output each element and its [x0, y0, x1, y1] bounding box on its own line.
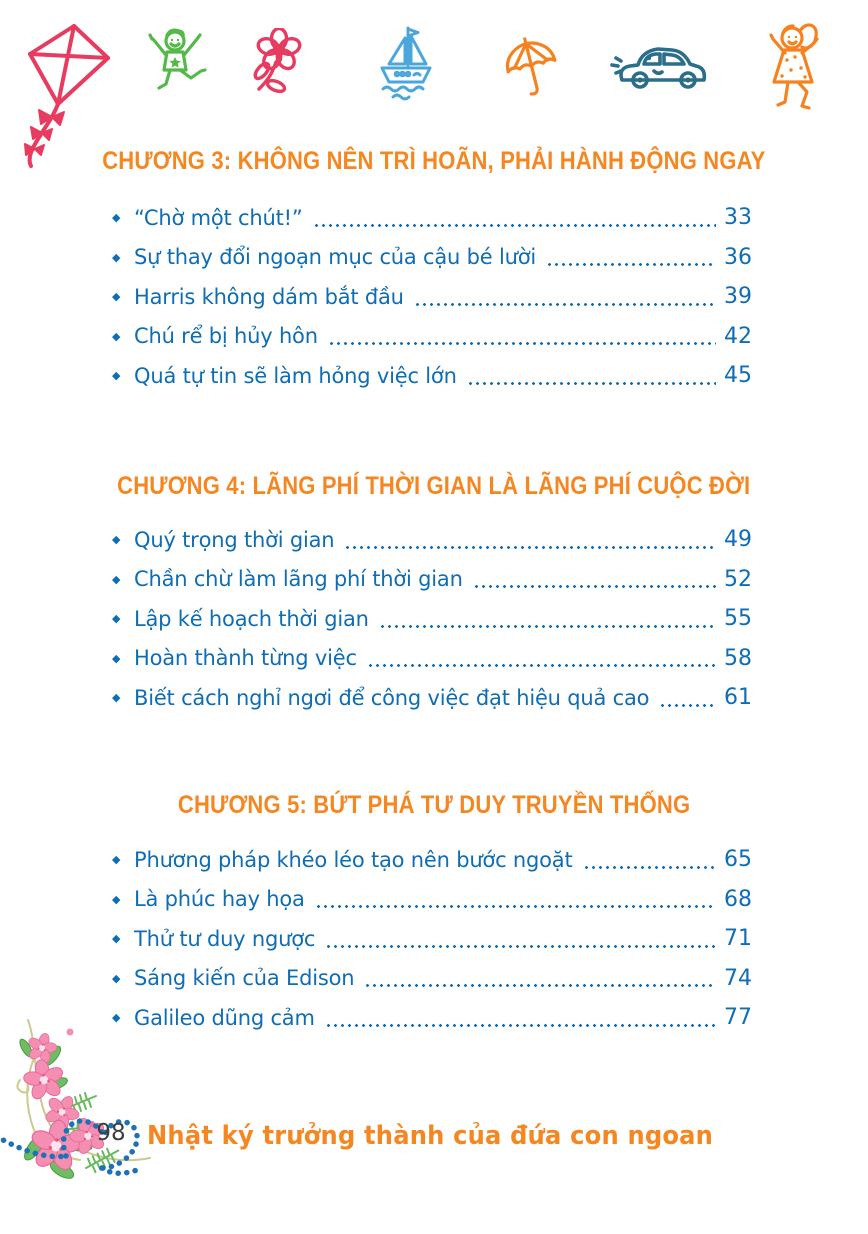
- toc-entry[interactable]: [112, 599, 752, 639]
- diamond-bullet-icon: ◆: [112, 971, 121, 985]
- chapter-4-heading: CHƯƠNG 4: LÃNG PHÍ THỜI GIAN LÀ LÃNG PHÍ CUỘC ĐỜI: [117, 472, 751, 500]
- diamond-bullet-icon: ◆: [112, 290, 121, 304]
- toc-entry-page: 45: [724, 363, 752, 389]
- diamond-bullet-icon: ◆: [112, 853, 121, 867]
- diamond-bullet-icon: ◆: [112, 1011, 121, 1025]
- diamond-bullet-icon: ◆: [112, 691, 121, 705]
- umbrella-icon: [500, 36, 564, 100]
- toc-entry-title: Thử tư duy ngược: [134, 926, 316, 951]
- dotted-leader: [467, 382, 716, 385]
- dotted-leader: [313, 224, 716, 227]
- jumping-child-icon: [143, 26, 207, 106]
- toc-entry[interactable]: [112, 560, 752, 600]
- toc-entry-page: 55: [724, 606, 752, 632]
- toc-entry[interactable]: [112, 198, 752, 238]
- diamond-bullet-icon: ◆: [112, 329, 121, 343]
- toc-entry[interactable]: [112, 277, 752, 317]
- toc-entry-title: Quý trọng thời gian: [134, 527, 335, 552]
- diamond-bullet-icon: ◆: [112, 211, 121, 225]
- toc-entry[interactable]: [112, 678, 752, 718]
- toc-entry-page: 71: [724, 926, 752, 952]
- toc-entry[interactable]: [112, 520, 752, 560]
- toc-entry-title: Quá tự tin sẽ làm hỏng việc lớn: [134, 363, 457, 388]
- dotted-leader: [414, 303, 716, 306]
- dotted-leader: [367, 664, 716, 667]
- chapter-3-heading: CHƯƠNG 3: KHÔNG NÊN TRÌ HOÃN, PHẢI HÀNH ĐỘNG NGAY: [102, 147, 766, 175]
- toc-entry[interactable]: [112, 840, 752, 880]
- toc-entry-title: Harris không dám bắt đầu: [134, 284, 404, 309]
- dotted-leader: [364, 984, 716, 987]
- diamond-bullet-icon: ◆: [112, 651, 121, 665]
- toc-entry-title: Là phúc hay họa: [134, 887, 305, 912]
- dotted-leader: [473, 585, 716, 588]
- page-number: 98: [96, 1120, 126, 1146]
- chapter-5-heading: CHƯƠNG 5: BỨT PHÁ TƯ DUY TRUYỀN THỐNG: [177, 791, 691, 819]
- dotted-leader: [659, 704, 716, 707]
- diamond-bullet-icon: ◆: [112, 533, 121, 547]
- flower-icon: [246, 28, 312, 98]
- dancing-girl-icon: [762, 20, 828, 124]
- dotted-leader: [546, 263, 716, 266]
- chapter-4-toc: [112, 520, 752, 718]
- toc-entry[interactable]: [112, 919, 752, 959]
- toc-entry-page: 39: [724, 284, 752, 310]
- toc-entry-title: Chần chừ làm lãng phí thời gian: [134, 567, 463, 592]
- toc-entry-page: 33: [724, 205, 752, 231]
- dotted-leader: [344, 546, 716, 549]
- dotted-leader: [379, 625, 716, 628]
- diamond-bullet-icon: ◆: [112, 250, 121, 264]
- toc-entry-page: 52: [724, 566, 752, 592]
- footer-book-title: Nhật ký trưởng thành của đứa con ngoan: [147, 1121, 714, 1151]
- toc-entry-page: 49: [724, 527, 752, 553]
- car-icon: [608, 36, 712, 96]
- toc-entry-title: “Chờ một chút!”: [134, 205, 303, 230]
- toc-entry-page: 58: [724, 645, 752, 671]
- diamond-bullet-icon: ◆: [112, 612, 121, 626]
- toc-entry-title: Galileo dũng cảm: [134, 1005, 315, 1030]
- toc-entry-title: Sự thay đổi ngoạn mục của cậu bé lười: [134, 245, 536, 270]
- dotted-leader: [315, 905, 716, 908]
- dotted-leader: [328, 342, 716, 345]
- diamond-bullet-icon: ◆: [112, 892, 121, 906]
- sailboat-icon: [376, 24, 436, 104]
- toc-entry-page: 36: [724, 244, 752, 270]
- toc-entry-title: Phương pháp khéo léo tạo nên bước ngoặt: [134, 847, 573, 872]
- toc-entry-page: 61: [724, 685, 752, 711]
- toc-entry-title: Chú rể bị hủy hôn: [134, 324, 318, 349]
- toc-entry-title: Lập kế hoạch thời gian: [134, 606, 369, 631]
- toc-entry-title: Sáng kiến của Edison: [134, 966, 355, 991]
- toc-entry[interactable]: [112, 880, 752, 920]
- diamond-bullet-icon: ◆: [112, 369, 121, 383]
- chapter-5-toc: [112, 840, 752, 1038]
- toc-entry-page: 42: [724, 323, 752, 349]
- toc-entry[interactable]: [112, 356, 752, 396]
- dotted-leader: [325, 1024, 716, 1027]
- toc-entry[interactable]: [112, 317, 752, 357]
- diamond-bullet-icon: ◆: [112, 572, 121, 586]
- toc-entry-page: 68: [724, 886, 752, 912]
- toc-entry-title: Biết cách nghỉ ngơi để công việc đạt hiệu quả cao: [134, 685, 650, 710]
- toc-entry-page: 77: [724, 1005, 752, 1031]
- diamond-bullet-icon: ◆: [112, 932, 121, 946]
- chapter-3-toc: [112, 198, 752, 396]
- toc-entry-title: Hoàn thành từng việc: [134, 646, 357, 671]
- toc-entry[interactable]: [112, 959, 752, 999]
- toc-entry[interactable]: [112, 639, 752, 679]
- cherry-blossom-decoration: [0, 1018, 250, 1218]
- dotted-leader: [583, 866, 717, 869]
- dotted-leader: [325, 945, 716, 948]
- toc-entry[interactable]: [112, 238, 752, 278]
- toc-entry-page: 65: [724, 847, 752, 873]
- toc-entry-page: 74: [724, 965, 752, 991]
